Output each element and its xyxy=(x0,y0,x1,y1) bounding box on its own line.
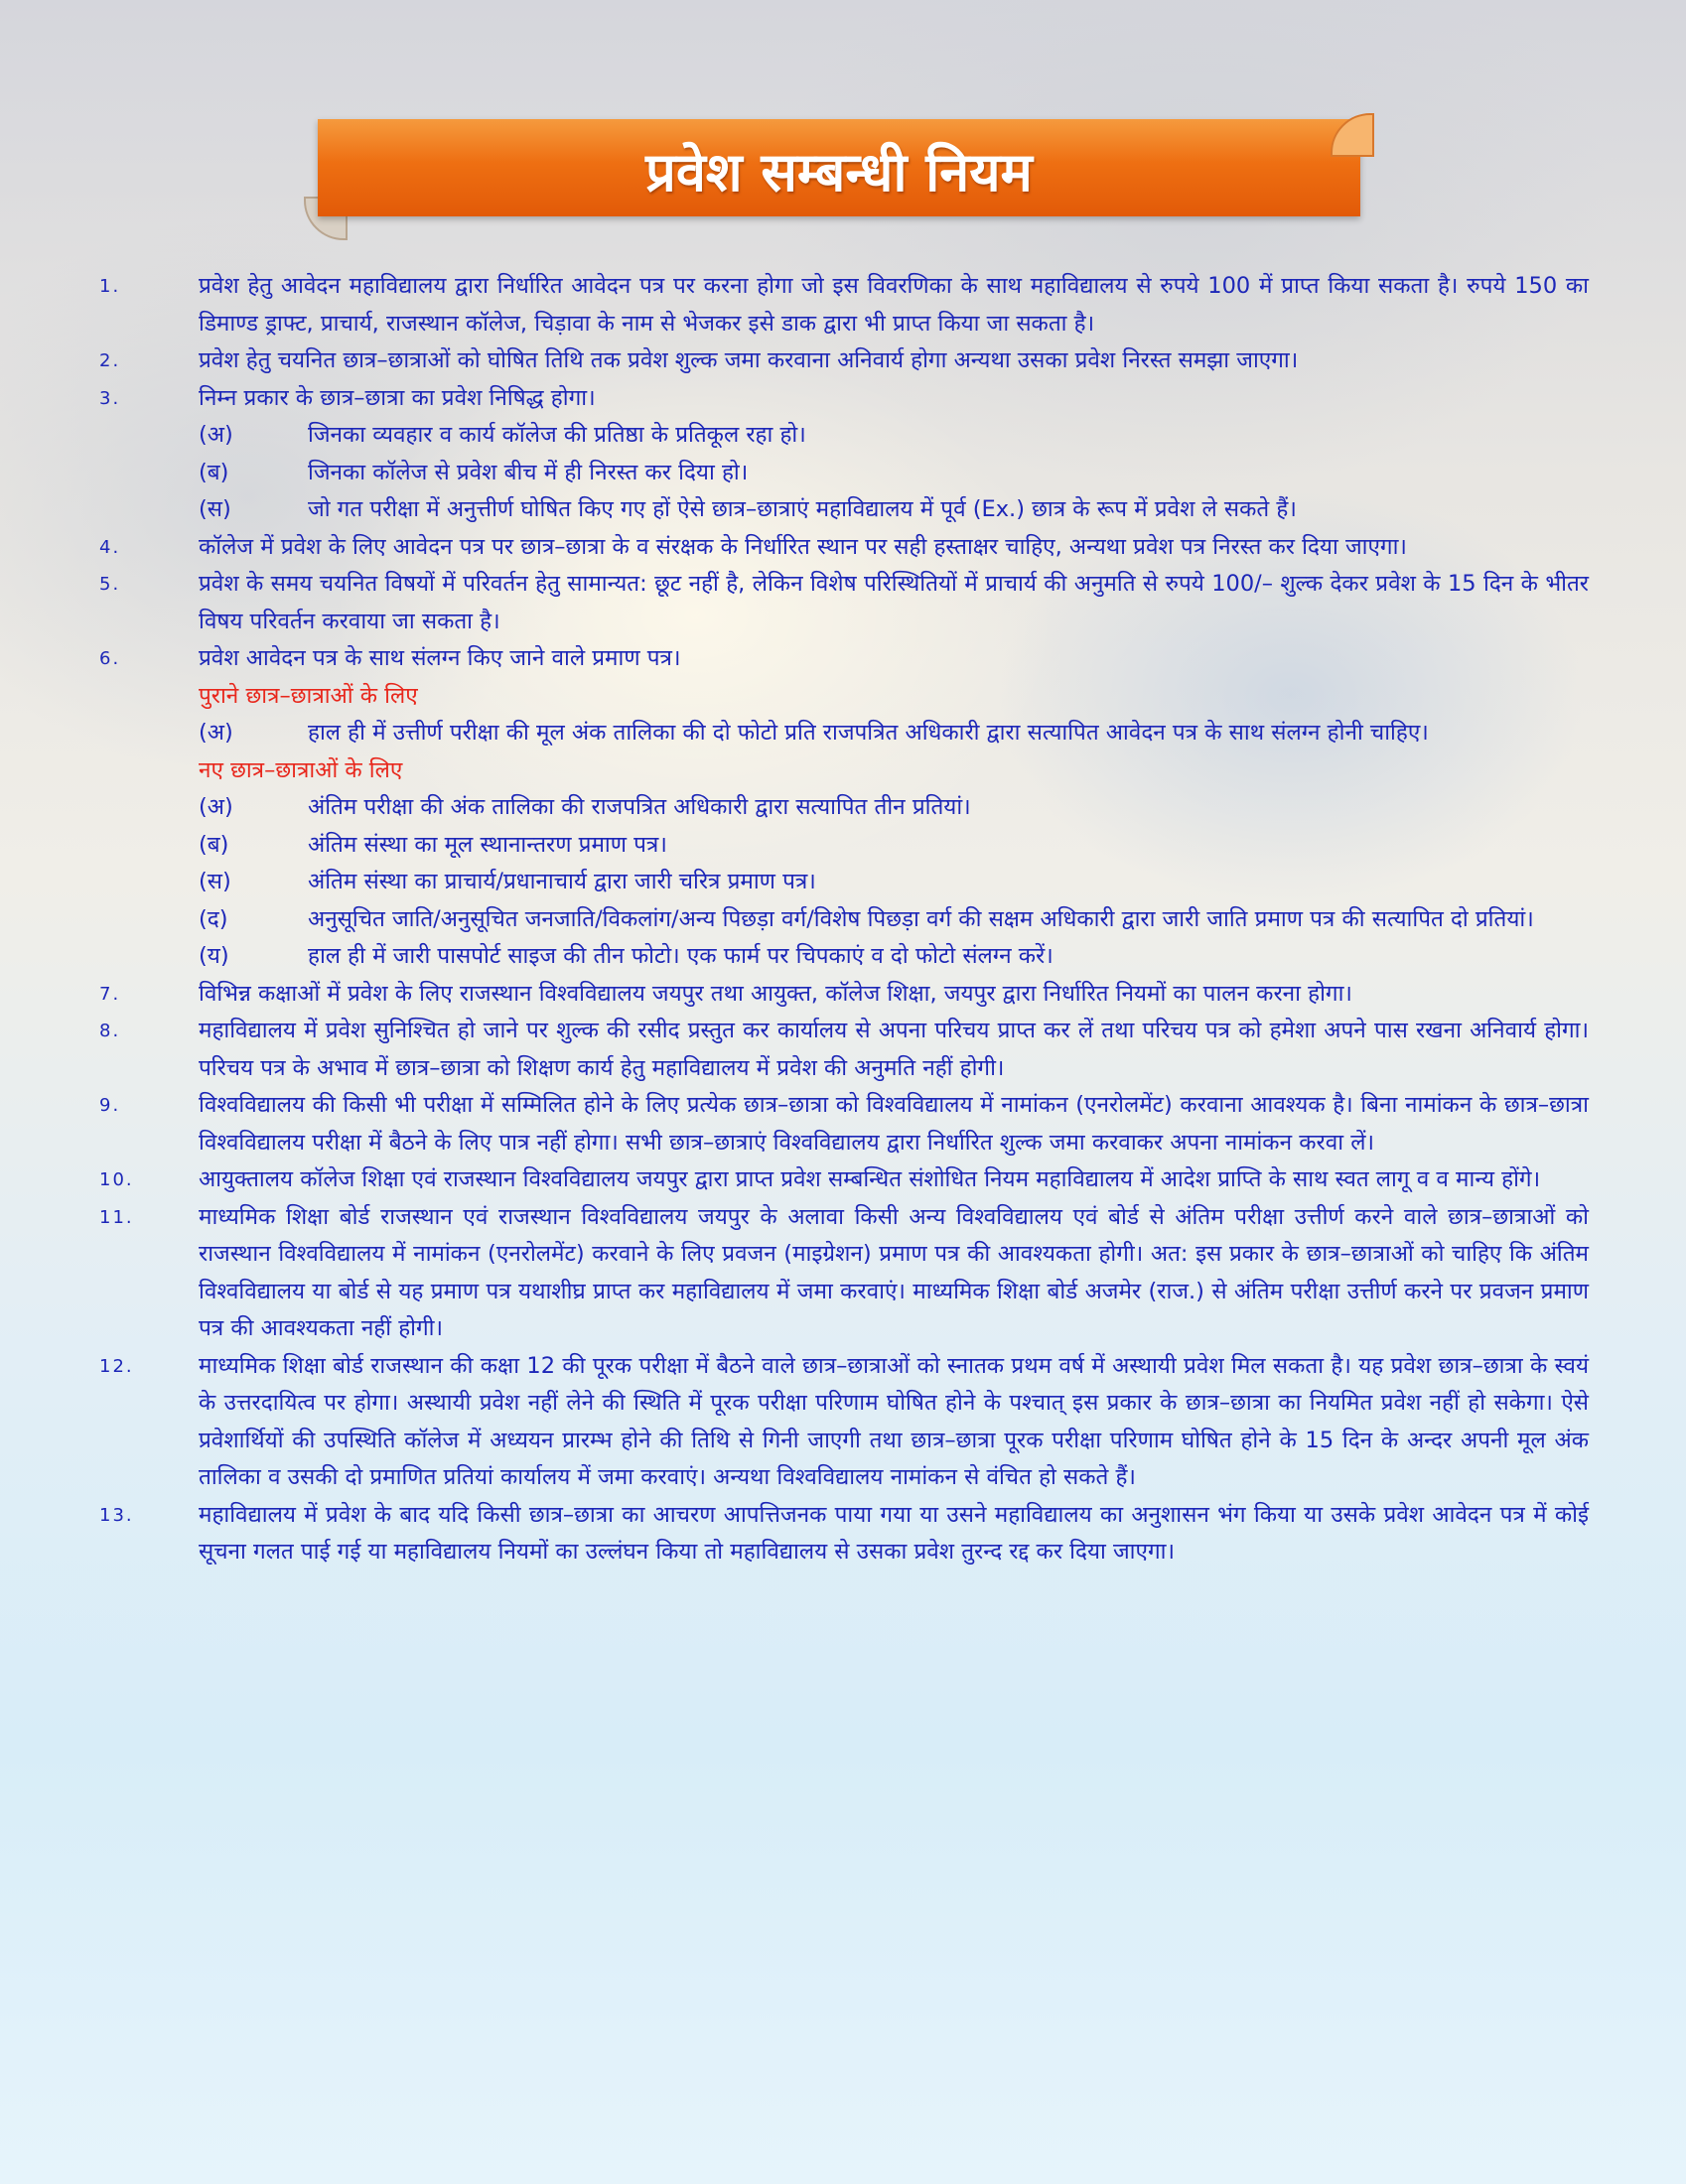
sub-item-text: अनुसूचित जाति/अनुसूचित जनजाति/विकलांग/अन्य पिछड़ा वर्ग/विशेष पिछड़ा वर्ग की सक्षम अधिकारी द्वारा जारी जाति प्रमाण पत्र की सत्यापित दो प्रतियां। xyxy=(308,905,1534,932)
rule-number: 5. xyxy=(99,574,121,595)
rule-text: माध्यमिक शिक्षा बोर्ड राजस्थान की कक्षा 12 की पूरक परीक्षा में बैठने वाले छात्र–छात्राओं को स्नातक प्रथम वर्ष में अस्थायी प्रवेश मिल सकता है। यह प्रवेश छात्र–छात्रा के स्वयं के उत्तरदायित्व पर होगा। अस्थायी प्रवेश नहीं लेने की स्थिति में पूरक परीक्षा परिणाम घोषित होने के पश्चात् इस प्रकार के छात्र–छात्रा का नियमित प्रवेश नहीं हो सकेगा। ऐसे प्रवेशार्थियों की उपस्थिति कॉलेज में अध्ययन प्रारम्भ होने की तिथि से गिनी जाएगी तथा छात्र–छात्रा पूरक परीक्षा परिणाम घोषित होने के 15 दिन के अन्दर अपनी मूल अंक तालिका व उसकी दो प्रमाणित प्रतियां कार्यालय में जमा करवाएं। अन्यथा विश्वविद्यालय नामांकन से वंचित हो सकते हैं। xyxy=(199,1352,1589,1490)
rule-text: प्रवेश आवेदन पत्र के साथ संलग्न किए जाने वाले प्रमाण पत्र। xyxy=(199,645,681,671)
rule-number: 2. xyxy=(99,350,121,371)
sub-item-text: जिनका व्यवहार व कार्य कॉलेज की प्रतिष्ठा के प्रतिकूल रहा हो। xyxy=(308,422,806,448)
sub-item-text: हाल ही में उत्तीर्ण परीक्षा की मूल अंक तालिका की दो फोटो प्रति राजपत्रित अधिकारी द्वारा सत्यापित आवेदन पत्र के साथ संलग्न होनी चाहिए। xyxy=(308,720,1429,746)
rule-text: प्रवेश हेतु चयनित छात्र–छात्राओं को घोषित तिथि तक प्रवेश शुल्क जमा करवाना अनिवार्य होगा अन्यथा उसका प्रवेश निरस्त समझा जाएगा। xyxy=(199,347,1299,373)
rules-list xyxy=(99,268,1589,1571)
rule-9 xyxy=(99,1087,1589,1161)
rule-3 xyxy=(99,380,1589,418)
rule-6 xyxy=(99,640,1589,678)
sub-item-text: अंतिम संस्था का मूल स्थानान्तरण प्रमाण पत्र। xyxy=(308,831,667,858)
rule-13 xyxy=(99,1497,1589,1571)
rule-text: आयुक्तालय कॉलेज शिक्षा एवं राजस्थान विश्वविद्यालय जयपुर द्वारा प्राप्त प्रवेश सम्बन्धित संशोधित नियम महाविद्यालय में आदेश प्राप्ति के साथ स्वत लागू व व मान्य होंगे। xyxy=(199,1166,1541,1192)
new-students-heading: नए छात्र–छात्राओं के लिए xyxy=(199,756,403,783)
rule-text: प्रवेश हेतु आवेदन महाविद्यालय द्वारा निर्धारित आवेदन पत्र पर करना होगा जो इस विवरणिका के साथ महाविद्यालय से रुपये 100 में प्राप्त किया सकता है। रुपये 150 का डिमाण्ड ड्राफ्ट, प्राचार्य, राजस्थान कॉलेज, चिड़ावा के नाम से भेजकर इसे डाक द्वारा भी प्राप्त किया जा सकता है। xyxy=(199,273,1589,337)
sub-item-label: (अ) xyxy=(199,720,233,746)
sub-item xyxy=(199,827,1589,865)
rule-number: 8. xyxy=(99,1021,121,1041)
rule-text: विभिन्न कक्षाओं में प्रवेश के लिए राजस्थान विश्वविद्यालय जयपुर तथा आयुक्त, कॉलेज शिक्षा, जयपुर द्वारा निर्धारित नियमों का पालन करना होगा। xyxy=(199,980,1352,1007)
rule-text: महाविद्यालय में प्रवेश के बाद यदि किसी छात्र–छात्रा का आचरण आपत्तिजनक पाया गया या उसने महाविद्यालय का अनुशासन भंग किया या उसके प्रवेश आवेदन पत्र में कोई सूचना गलत पाई गई या महाविद्यालय नियमों का उल्लंघन किया तो महाविद्यालय से उसका प्रवेश तुरन्द रद्द कर दिया जाएगा। xyxy=(199,1501,1589,1565)
sub-item-text: अंतिम परीक्षा की अंक तालिका की राजपत्रित अधिकारी द्वारा सत्यापित तीन प्रतियां। xyxy=(308,794,971,820)
rule-2 xyxy=(99,342,1589,380)
sub-item-label: (ब) xyxy=(199,831,229,858)
rule-12 xyxy=(99,1348,1589,1497)
rule-number: 11. xyxy=(99,1206,134,1228)
old-students-heading: पुराने छात्र–छात्राओं के लिए xyxy=(199,682,418,709)
rule-6-sublist xyxy=(99,678,1589,976)
sub-item xyxy=(199,938,1589,976)
sub-item xyxy=(199,864,1589,901)
sub-item-label: (अ) xyxy=(199,422,233,448)
rule-number: 7. xyxy=(99,983,121,1005)
rule-7 xyxy=(99,976,1589,1014)
sub-item-label: (ब) xyxy=(199,459,229,485)
sub-item-label: (द) xyxy=(199,905,228,932)
rule-3-sublist xyxy=(99,417,1589,529)
sub-item-label: (य) xyxy=(199,943,229,969)
rule-text: निम्न प्रकार के छात्र–छात्रा का प्रवेश निषिद्ध होगा। xyxy=(199,384,596,411)
sub-item xyxy=(199,491,1589,529)
rule-number: 9. xyxy=(99,1095,121,1116)
sub-item xyxy=(199,901,1589,939)
rule-text: महाविद्यालय में प्रवेश सुनिश्चित हो जाने पर शुल्क की रसीद प्रस्तुत कर कार्यालय से अपना परिचय प्राप्त कर लें तथा परिचय पत्र को हमेशा अपने पास रखना अनिवार्य होगा। परिचय पत्र के अभाव में छात्र–छात्रा को शिक्षण कार्य हेतु महाविद्यालय में प्रवेश की अनुमति नहीं होगी। xyxy=(199,1018,1589,1081)
rule-number: 3. xyxy=(99,387,121,409)
rule-number: 6. xyxy=(99,648,121,669)
sub-item xyxy=(199,789,1589,827)
rule-11 xyxy=(99,1199,1589,1348)
sub-item-text: जिनका कॉलेज से प्रवेश बीच में ही निरस्त कर दिया हो। xyxy=(308,459,749,485)
rule-number: 4. xyxy=(99,536,121,558)
sub-item xyxy=(199,715,1589,752)
rule-number: 12. xyxy=(99,1355,134,1377)
title-banner xyxy=(318,119,1360,236)
sub-item-text: जो गत परीक्षा में अनुत्तीर्ण घोषित किए गए हों ऐसे छात्र–छात्राएं महाविद्यालय में पूर्व (Ex.) छात्र के रूप में प्रवेश ले सकते हैं। xyxy=(308,496,1297,522)
page-title: प्रवेश सम्बन्धी नियम xyxy=(645,141,1033,204)
rule-number: 10. xyxy=(99,1169,134,1190)
rule-1 xyxy=(99,268,1589,342)
sub-item-label: (अ) xyxy=(199,794,233,820)
rule-text: प्रवेश के समय चयनित विषयों में परिवर्तन हेतु सामान्यत: छूट नहीं है, लेकिन विशेष परिस्थितियों में प्राचार्य की अनुमति से रुपये 100/– शुल्क देकर प्रवेश के 15 दिन के भीतर विषय परिवर्तन करवाया जा सकता है। xyxy=(199,571,1589,634)
sub-item xyxy=(199,455,1589,492)
sub-item-text: अंतिम संस्था का प्राचार्य/प्रधानाचार्य द्वारा जारी चरित्र प्रमाण पत्र। xyxy=(308,869,816,894)
sub-item-label: (स) xyxy=(199,869,231,894)
rule-4 xyxy=(99,529,1589,567)
rule-number: 13. xyxy=(99,1504,134,1526)
rule-10 xyxy=(99,1161,1589,1199)
sub-item-label: (स) xyxy=(199,496,231,522)
rule-8 xyxy=(99,1013,1589,1087)
rule-number: 1. xyxy=(99,276,121,297)
sub-item xyxy=(199,417,1589,455)
rule-text: कॉलेज में प्रवेश के लिए आवेदन पत्र पर छात्र–छात्रा के व संरक्षक के निर्धारित स्थान पर सही हस्ताक्षर चाहिए, अन्यथा प्रवेश पत्र निरस्त कर दिया जाएगा। xyxy=(199,533,1407,560)
rule-5 xyxy=(99,566,1589,640)
sub-item-text: हाल ही में जारी पासपोर्ट साइज की तीन फोटो। एक फार्म पर चिपकाएं व दो फोटो संलग्न करें। xyxy=(308,943,1054,969)
rule-text: विश्वविद्यालय की किसी भी परीक्षा में सम्मिलित होने के लिए प्रत्येक छात्र–छात्रा को विश्वविद्यालय में नामांकन (एनरोलमेंट) करवाना आवश्यक है। बिना नामांकन के छात्र–छात्रा विश्वविद्यालय परीक्षा में बैठने के लिए पात्र नहीं होगा। सभी छात्र–छात्राएं विश्वविद्यालय द्वारा निर्धारित शुल्क जमा करवाकर अपना नामांकन करवा लें। xyxy=(199,1092,1589,1156)
rule-text: माध्यमिक शिक्षा बोर्ड राजस्थान एवं राजस्थान विश्वविद्यालय जयपुर के अलावा किसी अन्य विश्वविद्यालय एवं बोर्ड से अंतिम परीक्षा उत्तीर्ण करने वाले छात्र–छात्राओं को राजस्थान विश्वविद्यालय में नामांकन (एनरोलमेंट) करवाने के लिए प्रवजन (माइग्रेशन) प्रमाण पत्र की आवश्यकता होगी। अत: इस प्रकार के छात्र–छात्राओं को चाहिए कि अंतिम विश्वविद्यालय या बोर्ड से यह प्रमाण पत्र यथाशीघ्र प्राप्त कर महाविद्यालय में जमा करवाएं। माध्यमिक शिक्षा बोर्ड अजमेर (राज.) से अंतिम परीक्षा उत्तीर्ण करने पर प्रवजन प्रमाण पत्र की आवश्यकता नहीं होगी। xyxy=(199,1203,1590,1341)
